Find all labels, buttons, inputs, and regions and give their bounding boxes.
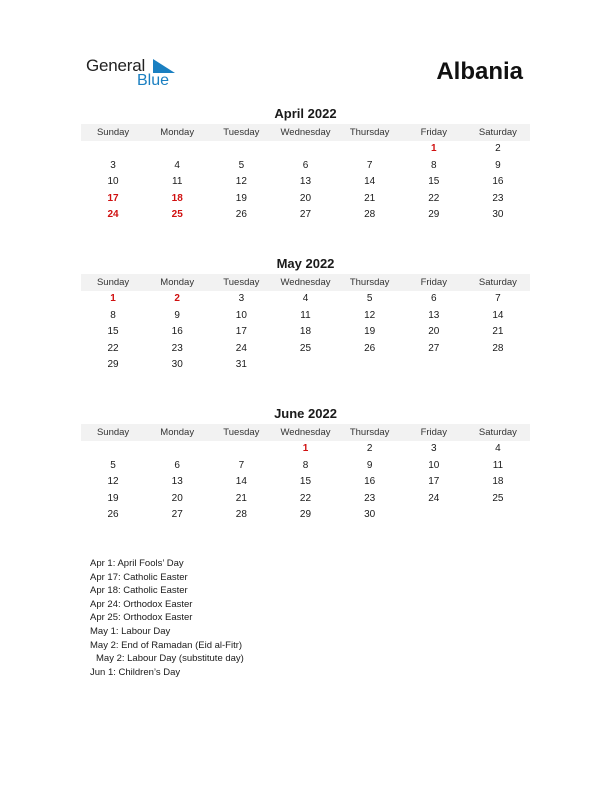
month-title: May 2022	[276, 256, 335, 271]
day-cell: 17	[235, 326, 247, 337]
day-cell: 21	[492, 326, 504, 337]
day-cell: 10	[235, 309, 247, 321]
day-cell: 5	[238, 159, 245, 171]
day-cell: 16	[492, 176, 504, 187]
generalblue-logo	[86, 56, 186, 92]
day-cell: 16	[364, 476, 376, 487]
week-row	[81, 291, 530, 308]
day-cell: 3	[430, 443, 437, 454]
holiday-list-item: Apr 25: Orthodox Easter	[90, 612, 193, 624]
day-cell: 12	[364, 309, 376, 321]
day-cell: 5	[366, 293, 373, 304]
week-row	[81, 441, 530, 458]
weekday-label: Wednesday	[280, 127, 331, 138]
day-cell: 16	[171, 326, 183, 337]
day-cell: 28	[492, 342, 504, 354]
country-title: Albania	[436, 58, 523, 85]
day-cell: 10	[107, 176, 119, 187]
weekday-label: Tuesday	[223, 427, 260, 438]
day-cell: 29	[428, 209, 440, 220]
day-cell: 18	[299, 326, 312, 337]
day-cell	[145, 141, 209, 158]
day-cell	[466, 357, 530, 374]
day-cell	[402, 507, 466, 524]
holiday-list-item: Jun 1: Children’s Day	[90, 666, 181, 678]
holiday-list-item: May 2: Labour Day (substitute day)	[96, 653, 244, 665]
day-cell	[338, 357, 402, 374]
day-cell: 25	[299, 342, 312, 354]
week-row	[81, 491, 530, 508]
holiday-day-cell: 25	[171, 209, 183, 220]
week-row	[81, 158, 530, 175]
holiday-list-item: Apr 18: Catholic Easter	[90, 585, 188, 597]
month-title: April 2022	[274, 106, 337, 121]
day-cell: 21	[364, 192, 376, 204]
day-cell: 14	[492, 309, 504, 321]
weekday-header-row	[81, 424, 530, 441]
day-cell: 14	[364, 176, 376, 187]
day-cell: 8	[110, 309, 116, 321]
weekday-label: Saturday	[478, 427, 517, 438]
weekday-label: Sunday	[96, 427, 130, 438]
holiday-day-cell: 1	[110, 293, 116, 304]
weekday-label: Saturday	[478, 277, 517, 288]
holiday-list-item: Apr 17: Catholic Easter	[90, 571, 188, 583]
day-cell: 14	[235, 476, 247, 487]
week-row	[81, 458, 530, 475]
day-cell: 20	[428, 326, 440, 337]
week-row	[81, 341, 530, 358]
day-cell: 4	[174, 159, 180, 171]
day-cell: 24	[235, 342, 247, 354]
day-cell: 2	[366, 443, 373, 454]
weekday-label: Saturday	[478, 127, 517, 138]
day-cell: 3	[238, 293, 245, 304]
day-cell: 11	[300, 309, 311, 321]
weekday-label: Sunday	[96, 127, 130, 138]
day-cell: 20	[299, 192, 312, 204]
day-cell: 4	[495, 443, 501, 454]
day-cell: 7	[238, 459, 245, 471]
day-cell	[145, 441, 209, 458]
logo-general-text: General	[86, 56, 146, 75]
weekday-label: Thursday	[349, 277, 390, 288]
day-cell: 25	[492, 492, 504, 504]
day-cell: 13	[171, 476, 183, 487]
day-cell: 15	[428, 176, 440, 187]
weekday-label: Tuesday	[223, 277, 260, 288]
holiday-day-cell: 18	[171, 192, 183, 204]
month-calendar-april	[81, 106, 530, 224]
day-cell	[466, 507, 530, 524]
day-cell: 9	[174, 309, 180, 321]
day-cell: 23	[492, 192, 504, 204]
day-cell: 19	[364, 326, 376, 337]
weekday-label: Wednesday	[280, 277, 331, 288]
day-cell: 19	[235, 192, 247, 204]
month-calendar-june	[81, 406, 530, 524]
week-row	[81, 357, 530, 374]
holiday-list-item: May 2: End of Ramadan (Eid al-Fitr)	[90, 639, 243, 651]
logo-triangle-icon	[153, 59, 175, 73]
day-cell: 18	[492, 476, 504, 487]
day-cell: 30	[171, 359, 183, 370]
day-cell: 10	[428, 459, 440, 471]
weekday-label: Wednesday	[280, 427, 331, 438]
day-cell: 7	[366, 159, 373, 171]
day-cell: 17	[428, 476, 440, 487]
weekday-label: Friday	[420, 427, 447, 438]
day-cell: 12	[235, 176, 247, 187]
week-row	[81, 507, 530, 524]
day-cell: 27	[428, 342, 440, 354]
day-cell: 27	[299, 209, 312, 220]
week-row	[81, 191, 530, 208]
weekday-label: Thursday	[349, 127, 390, 138]
day-cell: 24	[428, 492, 440, 504]
holiday-list	[90, 557, 244, 679]
day-cell: 20	[171, 492, 183, 504]
day-cell: 29	[107, 359, 119, 370]
weekday-label: Sunday	[96, 277, 130, 288]
holiday-day-cell: 2	[174, 293, 180, 304]
day-cell: 28	[364, 209, 376, 220]
holiday-day-cell: 17	[107, 192, 119, 204]
day-cell: 21	[235, 492, 247, 504]
day-cell: 13	[299, 176, 312, 187]
day-cell: 26	[364, 342, 376, 354]
day-cell: 23	[364, 492, 376, 504]
weekday-header-row	[81, 124, 530, 141]
weekday-label: Tuesday	[223, 127, 260, 138]
day-cell: 2	[495, 143, 501, 154]
weekday-label: Friday	[420, 277, 447, 288]
day-cell: 9	[495, 159, 501, 171]
day-cell	[338, 141, 402, 158]
day-cell: 15	[299, 476, 312, 487]
day-cell: 4	[302, 293, 309, 304]
day-cell	[402, 357, 466, 374]
week-row	[81, 308, 530, 325]
weekday-label: Monday	[160, 127, 195, 138]
week-row	[81, 174, 530, 191]
weekday-label: Monday	[160, 427, 195, 438]
day-cell: 27	[171, 509, 183, 520]
day-cell: 3	[110, 159, 116, 171]
day-cell	[209, 441, 273, 458]
month-calendar-may	[81, 256, 530, 374]
weekday-header-row	[81, 274, 530, 291]
day-cell: 6	[302, 159, 309, 171]
day-cell	[81, 141, 145, 158]
day-cell: 11	[172, 176, 183, 187]
holiday-list-item: May 1: Labour Day	[90, 625, 171, 637]
day-cell: 5	[110, 459, 116, 471]
day-cell: 26	[107, 509, 119, 520]
month-title: June 2022	[274, 406, 337, 421]
day-cell: 22	[428, 192, 440, 204]
day-cell: 15	[107, 326, 119, 337]
holiday-day-cell: 1	[430, 143, 437, 154]
day-cell: 22	[299, 492, 312, 504]
day-cell: 9	[366, 459, 373, 471]
day-cell: 23	[171, 342, 183, 354]
day-cell: 6	[430, 293, 437, 304]
weekday-label: Monday	[160, 277, 195, 288]
day-cell: 13	[428, 309, 440, 321]
day-cell: 22	[107, 342, 119, 354]
logo-blue-text: Blue	[137, 72, 170, 89]
day-cell	[273, 141, 337, 158]
holiday-list-item: Apr 24: Orthodox Easter	[90, 598, 193, 610]
day-cell: 12	[107, 476, 119, 487]
week-row	[81, 207, 530, 224]
day-cell: 8	[302, 459, 309, 471]
day-cell: 19	[107, 492, 119, 504]
day-cell: 7	[495, 293, 501, 304]
day-cell: 6	[174, 459, 180, 471]
weekday-label: Friday	[420, 127, 447, 138]
week-row	[81, 324, 530, 341]
day-cell	[209, 141, 273, 158]
day-cell: 28	[235, 509, 247, 520]
day-cell	[81, 441, 145, 458]
day-cell: 30	[364, 509, 376, 520]
day-cell: 11	[492, 459, 504, 471]
day-cell	[273, 357, 337, 374]
holiday-day-cell: 24	[107, 209, 119, 220]
holiday-day-cell: 1	[302, 443, 309, 454]
day-cell: 31	[235, 359, 247, 370]
weekday-label: Thursday	[349, 427, 390, 438]
day-cell: 26	[235, 209, 247, 220]
holiday-list-item: Apr 1: April Fools’ Day	[90, 558, 184, 569]
week-row	[81, 474, 530, 491]
day-cell: 8	[430, 159, 437, 171]
day-cell: 30	[492, 209, 504, 220]
day-cell: 29	[299, 509, 312, 520]
week-row	[81, 141, 530, 158]
